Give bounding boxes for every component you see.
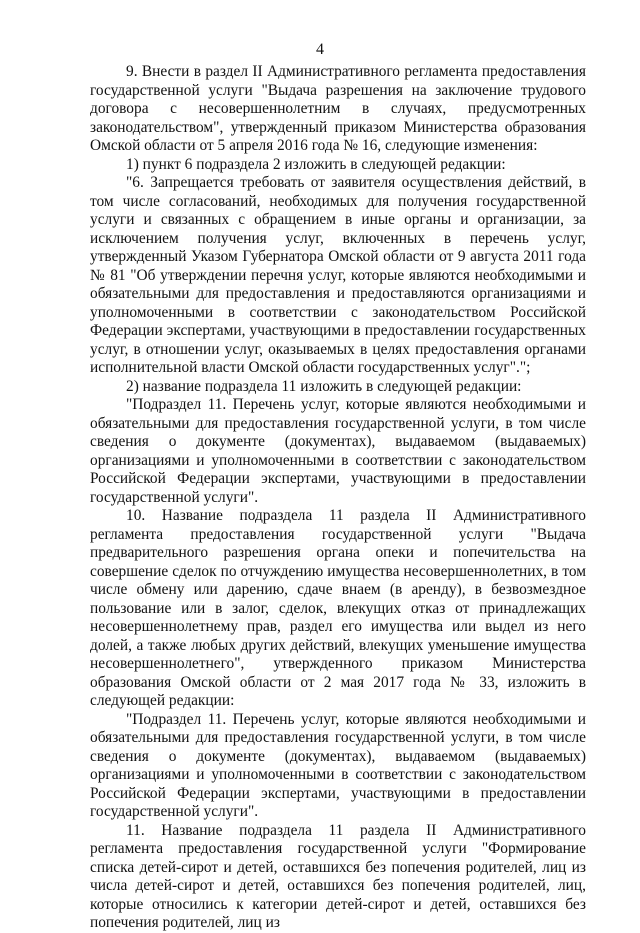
paragraph-quote-subsection-11-b: "Подраздел 11. Перечень услуг, которые являются необходимыми и обязательными для предоставления государственной услуги, в том числе сведения о документе (документах), выдаваемом (выдаваемых) организациями и уполномоченными в соответствии с законодательством Российской Федерации экспертами, участвующими в предоставлении государственной услуги". — [90, 710, 586, 820]
paragraph-subitem-2: 2) название подраздела 11 изложить в следующей редакции: — [126, 377, 522, 395]
document-body — [90, 63, 586, 933]
paragraph-item-11: 11. Название подраздела 11 раздела II Административного регламента предоставления государственной услуги "Формирование списка детей-сирот и детей, оставшихся без попечения родителей, лиц из числа детей-сирот и детей, оставшихся без попечения родителей, лиц, которые относились к категории детей-сирот и детей, оставшихся без попечения родителей, лиц из — [90, 821, 586, 931]
paragraph-quote-point-6: "6. Запрещается требовать от заявителя осуществления действий, в том числе согласований, необходимых для получения государственной услуги и связанных с обращением в иные органы и организации, за исключением получения услуг, включенных в перечень услуг, утвержденный Указом Губернатора Омской области от 9 августа 2011 года № 81 "Об утверждении перечня услуг, которые являются необходимыми и обязательными для предоставления и предоставляются организациями и уполномоченными в соответствии с законодательством Российской Федерации экспертами, участвующими в предоставлении государственных услуг, в отношении услуг, оказываемых в целях предоставления органами исполнительной власти Омской области государственных услуг"."; — [90, 174, 586, 376]
paragraph-subitem-1: 1) пункт 6 подраздела 2 изложить в следующей редакции: — [126, 155, 506, 173]
paragraph-item-10: 10. Название подраздела 11 раздела II Административного регламента предоставления государственной услуги "Выдача предварительного разрешения органа опеки и попечительства на совершение сделок по отчуждению имущества несовершеннолетних, в том числе обмену или дарению, сдаче внаем (в аренду), в безвозмездное пользование или в залог, сделок, влекущих отказ от принадлежащих несовершеннолетнему прав, раздел его имущества или выдел из него долей, а также любых других действий, влекущих уменьшение имущества несовершеннолетнего", утвержденного приказом Министерства образования Омской области от 2 мая 2017 года № 33, изложить в следующей редакции: — [90, 507, 586, 709]
page-number: 4 — [316, 41, 324, 58]
paragraph-quote-subsection-11: "Подраздел 11. Перечень услуг, которые являются необходимыми и обязательными для предоставления государственной услуги, в том числе сведения о документе (документах), выдаваемом (выдаваемых) организациями и уполномоченными в соответствии с законодательством Российской Федерации экспертами, участвующими в предоставлении государственной услуги". — [90, 396, 586, 506]
paragraph-item-9: 9. Внести в раздел II Административного регламента предоставления государственной услуги "Выдача разрешения на заключение трудового договора с несовершеннолетним в случаях, предусмотренных законодательством", утвержденный приказом Министерства образования Омской области от 5 апреля 2016 года № 16, следующие изменения: — [90, 63, 586, 154]
